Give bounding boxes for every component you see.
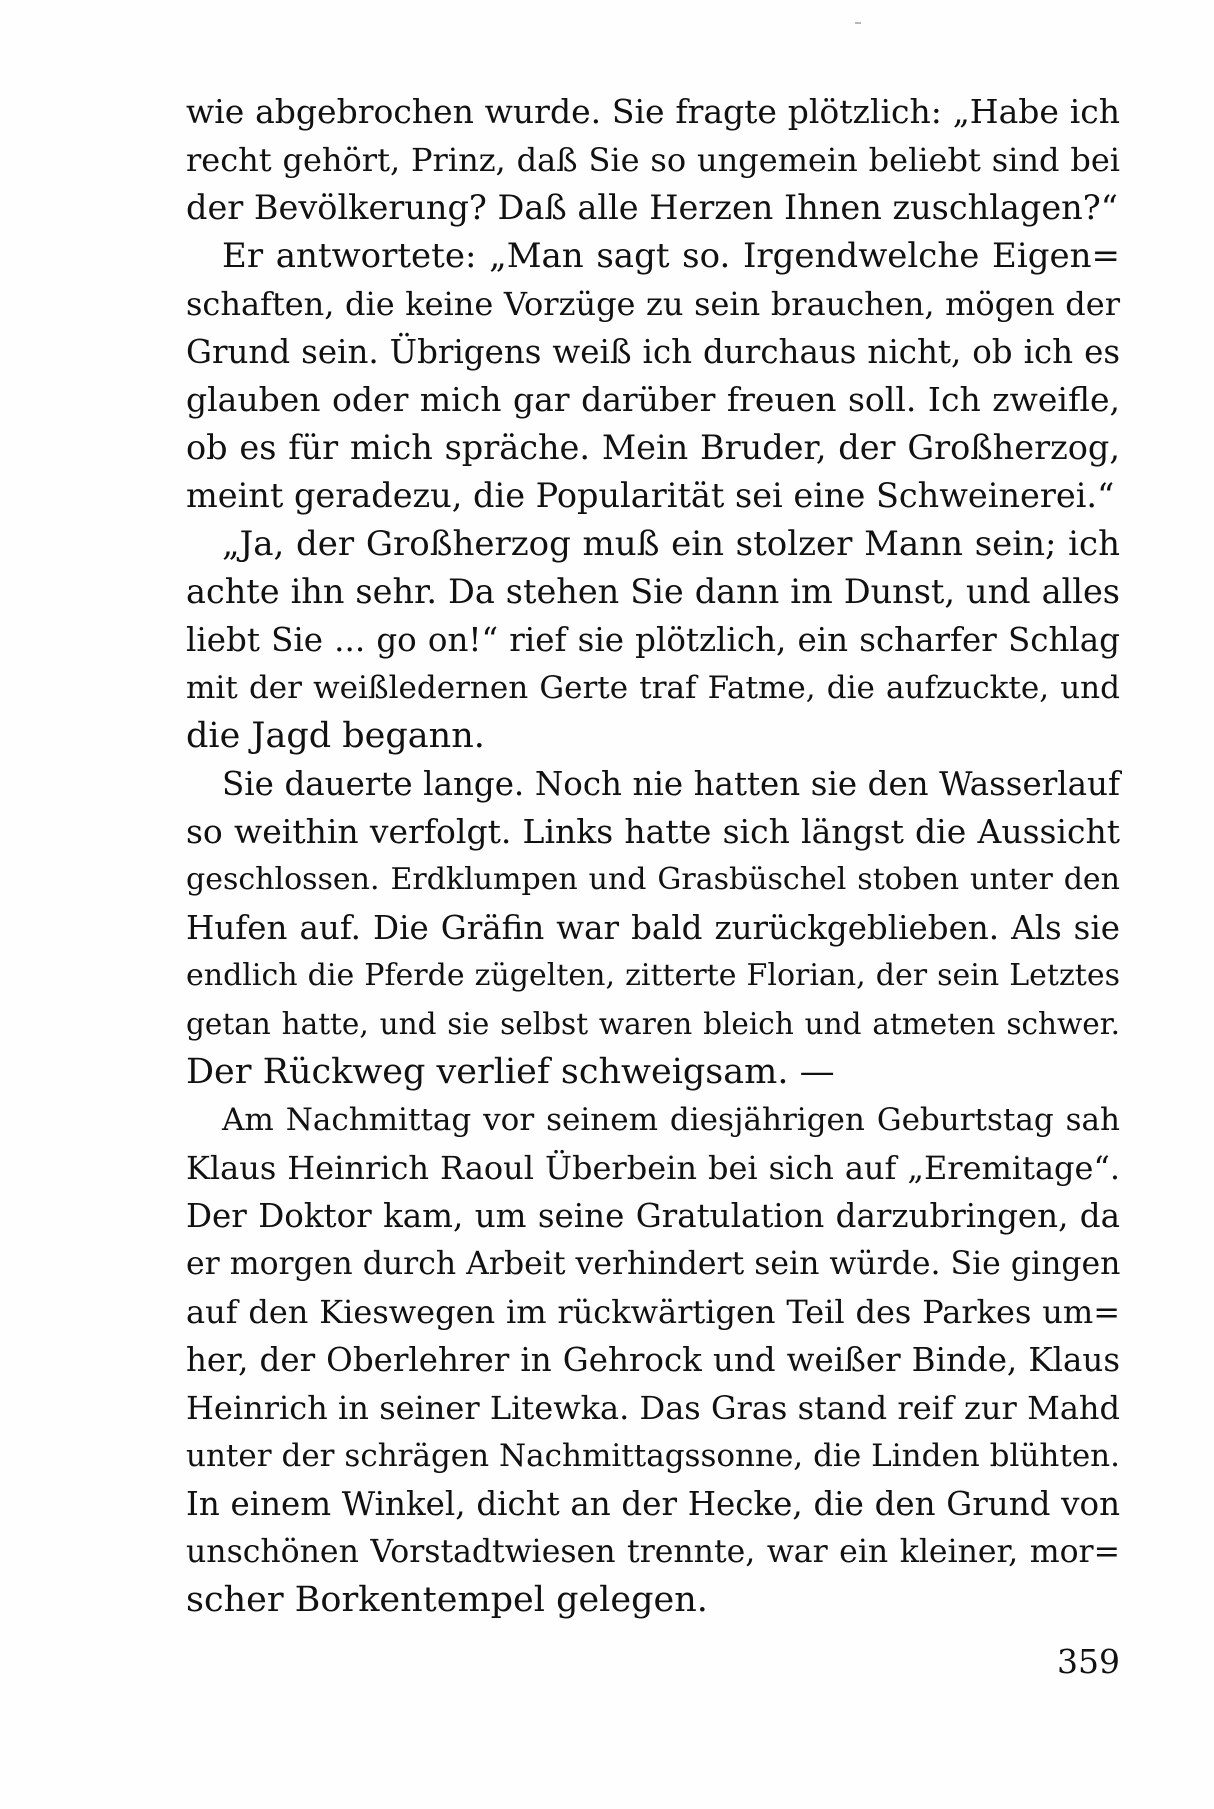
text-line: der Bevölkerung? Daß alle Herzen Ihnen zuschlagen?“	[186, 188, 1118, 227]
text-line: wie abgebrochen wurde. Sie fragte plötzlich: „Habe ich	[186, 92, 1120, 131]
text-line: Der Doktor kam, um seine Gratulation darzubringen, da	[186, 1197, 1120, 1235]
text-line: achte ihn sehr. Da stehen Sie dann im Dunst, und alles	[186, 572, 1120, 611]
text-line: Hufen auf. Die Gräfin war bald zurückgeblieben. Als sie	[186, 909, 1120, 947]
paragraph-4	[186, 760, 1120, 1096]
text-line: Grund sein. Übrigens weiß ich durchaus nicht, ob ich es	[186, 333, 1120, 371]
text-line: Er antwortete: „Man sagt so. Irgendwelche Eigen=	[222, 236, 1120, 276]
text-line: er morgen durch Arbeit verhindert sein würde. Sie gingen	[186, 1246, 1121, 1282]
paragraph-3	[186, 520, 1120, 760]
text-line: auf den Kieswegen im rückwärtigen Teil des Parkes um=	[186, 1293, 1120, 1331]
text-line: Heinrich in seiner Litewka. Das Gras stand reif zur Mahd	[186, 1389, 1120, 1427]
paragraph-5	[186, 1096, 1120, 1624]
text-line: scher Borkentempel gelegen.	[186, 1580, 708, 1620]
text-line: schaften, die keine Vorzüge zu sein brauchen, mögen der	[186, 285, 1120, 323]
text-line: so weithin verfolgt. Links hatte sich längst die Aussicht	[186, 812, 1120, 851]
text-line: getan hatte, und sie selbst waren bleich und atmeten schwer.	[186, 1007, 1120, 1041]
text-line: Klaus Heinrich Raoul Überbein bei sich auf „Eremitage“.	[186, 1149, 1120, 1187]
text-line: geschlossen. Erdklumpen und Grasbüschel stoben unter den	[186, 862, 1120, 897]
text-line: Sie dauerte lange. Noch nie hatten sie den Wasserlauf	[222, 765, 1120, 803]
text-line: „Ja, der Großherzog muß ein stolzer Mann sein; ich	[222, 524, 1120, 564]
text-line: die Jagd begann.	[186, 716, 485, 756]
text-line: recht gehört, Prinz, daß Sie so ungemein beliebt sind bei	[186, 141, 1120, 179]
body-text	[186, 88, 1120, 1624]
text-line: unter der schrägen Nachmittagssonne, die Linden blühten.	[186, 1438, 1120, 1474]
text-line: Der Rückweg verlief schweigsam. —	[186, 1052, 835, 1092]
paragraph-1	[186, 88, 1120, 232]
text-line: Am Nachmittag vor seinem diesjährigen Geburtstag sah	[222, 1102, 1120, 1138]
text-line: liebt Sie ... go on!“ rief sie plötzlich, ein scharfer Schlag	[186, 621, 1120, 659]
text-line: her, der Oberlehrer in Gehrock und weißer Binde, Klaus	[186, 1341, 1120, 1379]
text-line: glauben oder mich gar darüber freuen soll. Ich zweifle,	[186, 380, 1120, 419]
page-number: 359	[1057, 1642, 1120, 1681]
text-line: In einem Winkel, dicht an der Hecke, die den Grund von	[186, 1485, 1120, 1523]
paragraph-2	[186, 232, 1120, 520]
text-line: unschönen Vorstadtwiesen trennte, war ein kleiner, mor=	[186, 1534, 1120, 1570]
text-line: endlich die Pferde zügelten, zitterte Florian, der sein Letztes	[186, 958, 1120, 993]
text-line: ob es für mich spräche. Mein Bruder, der Großherzog,	[186, 428, 1120, 467]
text-line: mit der weißledernen Gerte traf Fatme, die aufzuckte, und	[186, 670, 1120, 706]
scan-mark	[855, 22, 861, 24]
text-line: meint geradezu, die Popularität sei eine Schweinerei.“	[186, 476, 1115, 515]
